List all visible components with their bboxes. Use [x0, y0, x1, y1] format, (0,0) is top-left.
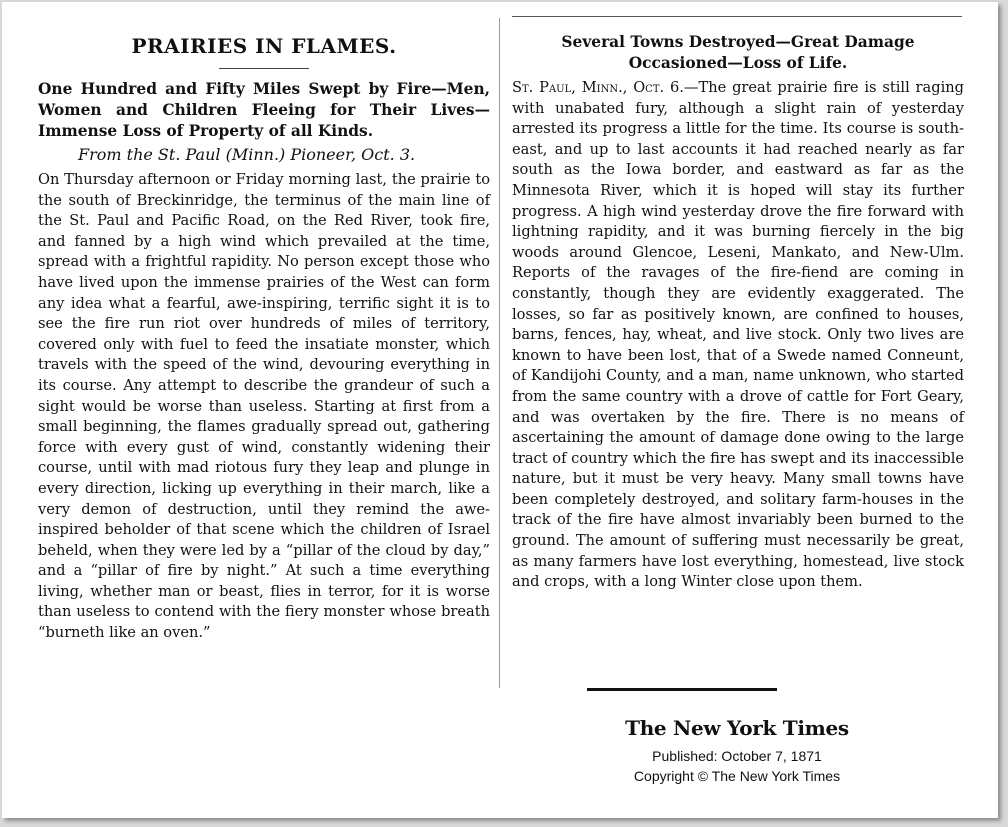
- headline: PRAIRIES IN FLAMES.: [131, 34, 397, 58]
- dateline: St. Paul, Minn., Oct. 6.: [512, 79, 684, 96]
- source-line: From the St. Paul (Minn.) Pioneer, Oct. 3.: [78, 145, 416, 164]
- column-divider: [499, 18, 500, 688]
- published-date: Published: October 7, 1871: [652, 748, 822, 764]
- left-deck: One Hundred and Fifty Miles Swept by Fire—Men, Women and Children Fleeing for Their Lives—Immense Loss of Property of all Kinds.: [38, 80, 490, 140]
- nyt-stamp: [602, 716, 872, 786]
- left-column: [38, 28, 490, 644]
- left-body-text: On Thursday afternoon or Friday morning last, the prairie to the south of Breckinridge, the terminus of the main line of the St. Paul and Pacific Road, on the Red River, took fire, and fanned by a high wind which prevailed at the time, spread with a frightful rapidity. No person except those who have lived upon the immense prairies of the West can form any idea what a fearful, awe-inspiring, terrific sight it is to see the fire run riot over hundreds of miles of territory, covered only with fuel to feed the insatiate monster, which travels with the speed of the wind, devouring everything in its course. Any attempt to describe the grandeur of such a sight would be worse than useless. Starting at first from a small beginning, the flames gradually spread out, gathering force with every gust of wind, constantly widening their course, until with mad riotous fury they leap and plunge in every direction, licking up everything in their march, like a very demon of destruction, until they remind the awe-inspired beholder of that scene which the children of Israel beheld, when they were led by a “pillar of the cloud by day,” and a “pillar of fire by night.” At such a time everything living, whether man or beast, flies in terror, for it is worse than useless to contend with the fiery monster whose breath “burneth like an oven.”: [38, 171, 490, 642]
- right-deck: Several Towns Destroyed—Great Damage Occasioned—Loss of Life.: [561, 33, 915, 72]
- nyt-logo: The New York Times: [625, 716, 849, 740]
- right-body-text: [512, 78, 964, 593]
- newspaper-clipping: [2, 2, 998, 818]
- bottom-rule: [587, 688, 777, 691]
- top-rule: [512, 16, 962, 17]
- title-rule: [219, 68, 309, 69]
- right-column: [512, 32, 964, 593]
- copyright-line: Copyright © The New York Times: [633, 768, 841, 784]
- right-body: —The great prairie fire is still raging with unabated fury, although a slight rain of yesterday arrested its progress a little for the time. Its course is south-east, and up to last accounts it had reached nearly as far south as the Iowa border, and eastward as far as the Minnesota River, which it is hoped will stay its further progress. A high wind yesterday drove the fire forward with lightning rapidity, and it was burning fiercely in the big woods around Glencoe, Leseni, Mankato, and New-Ulm. Reports of the ravages of the fire-fiend are coming in constantly, though they are evidently exaggerated. The losses, so far as positively known, are confined to houses, barns, fences, hay, wheat, and live stock. Only two lives are known to have been lost, that of a Swede named Conneunt, of Kandijohi County, and a man, name unknown, who started from the same country with a drove of cattle for Fort Geary, and was overtaken by the fire. There is no means of ascertaining the amount of damage done owing to the large tract of country which the fire has swept and its inaccessible nature, but it must be very heavy. Many small towns have been completely destroyed, and solitary farm-houses in the track of the fire have almost invariably been burned to the ground. The amount of suffering must necessarily be great, as many farmers have lost everything, homestead, live stock and crops, with a long Winter close upon them.: [512, 79, 964, 591]
